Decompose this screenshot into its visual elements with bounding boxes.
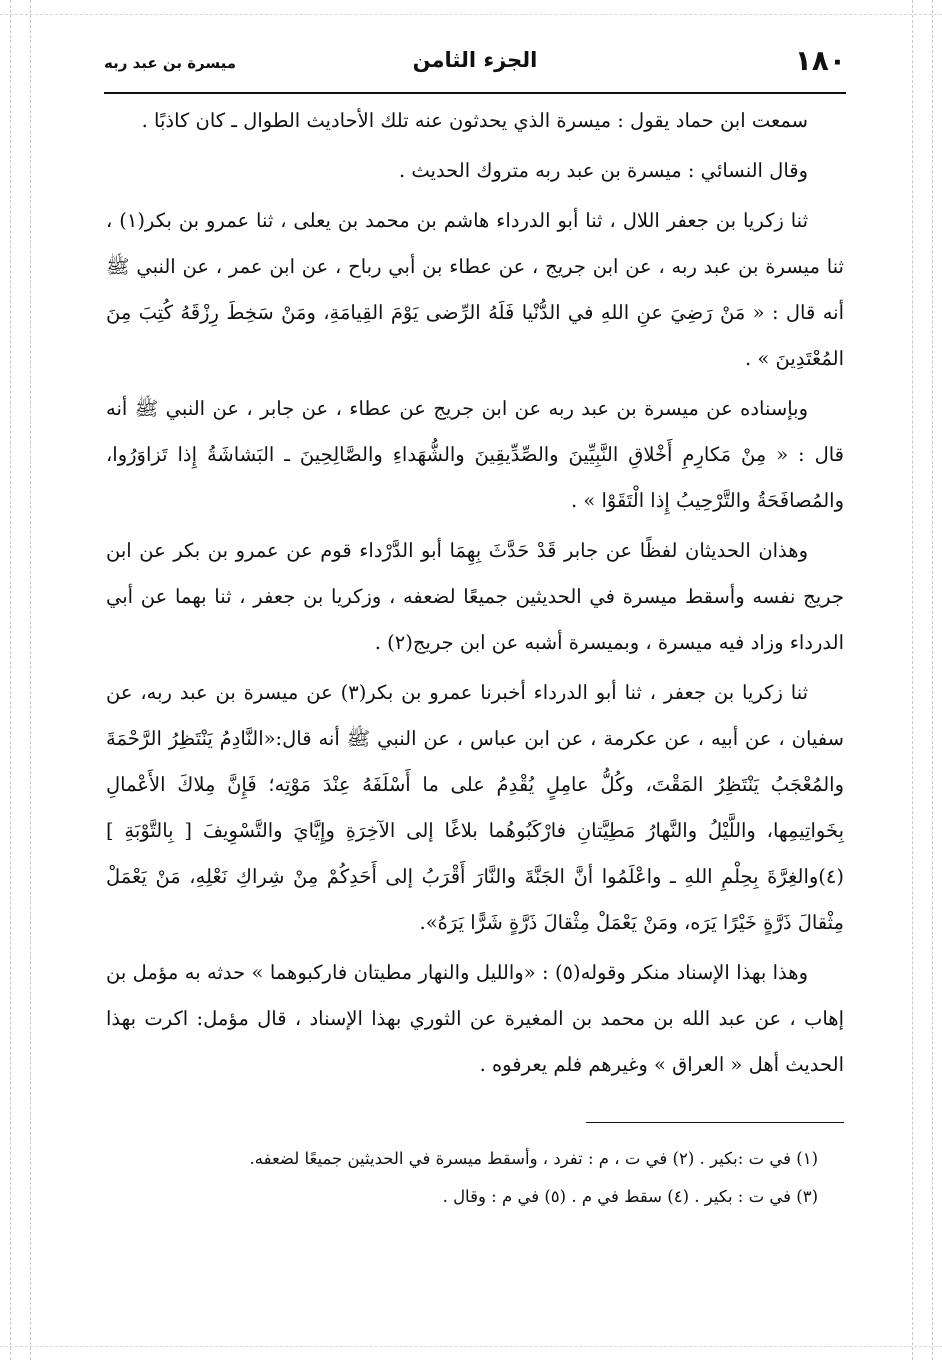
scan-margin-line	[912, 0, 913, 1360]
scan-margin-line	[0, 1346, 942, 1347]
part-title: الجزء الثامن	[412, 48, 538, 72]
page-number: ١٨٠	[794, 44, 846, 77]
page-header	[104, 44, 846, 88]
footnote-rule	[586, 1122, 844, 1123]
paragraph: وبإسناده عن ميسرة بن عبد ربه عن ابن جريج عن عطاء ، عن جابر ، عن النبي ﷺ أنه قال : « مِنْ مَكارِمِ أَخْلاقِ النَّبِيِّينَ والصِّدِّيقِينَ والشُّهَداءِ والصَّالِحِينَ ـ البَشاشَةُ إِذا تَزاوَرُوا، والمُصافَحَةُ والتَّرْحِيبُ إِذا الْتَقَوْا » .	[106, 397, 844, 512]
paragraph: ثنا زكريا بن جعفر اللال ، ثنا أبو الدرداء هاشم بن محمد بن يعلى ، ثنا عمرو بن بكر(١) ، ثنا ميسرة بن عبد ربه ، عن ابن جريج ، عن عطاء بن أبي رباح ، عن ابن عمر ، عن النبي ﷺ أنه قال : « مَنْ رَضِيَ عنِ اللهِ في الدُّنْيا فَلَهُ الرِّضى يَوْمَ القِيامَةِ، ومَنْ سَخِطَ رِزْقَهُ كُتِبَ مِنَ المُعْتَدِينَ » .	[106, 209, 844, 370]
scan-margin-line	[30, 0, 31, 1360]
running-head: ميسرة بن عبد ربه	[104, 54, 237, 72]
scan-margin-line	[932, 0, 933, 1360]
header-rule	[104, 92, 846, 94]
scan-margin-line	[10, 0, 11, 1360]
scan-margin-line	[0, 14, 942, 15]
paragraph: ثنا زكريا بن جعفر ، ثنا أبو الدرداء أخبرنا عمرو بن بكر(٣) عن ميسرة بن عبد ربه، عن سفيان ، عن أبيه ، عن عكرمة ، عن ابن عباس ، عن النبي ﷺ أنه قال:«النَّادِمُ يَنْتَظِرُ الرَّحْمَةَ والمُعْجَبُ يَنْتَظِرُ المَقْتَ، وكُلُّ عامِلٍ يُقْدِمُ على ما أَسْلَفَهُ عِنْدَ مَوْتِه؛ فَإِنَّ مِلاكَ الأَعْمالِ بِخَواتِيمِها، واللَّيْلُ والنَّهارُ مَطِيَّتانِ فارْكَبُوهُما بلاغًا إلى الآخِرَةِ وإِيَّايَ والتَّسْوِيفَ [ بِالتَّوْبَةِ ](٤)والغِرَّةَ بِحِلْمِ اللهِ ـ واعْلَمُوا أنَّ الجَنَّةَ والنَّارَ أَقْرَبُ إلى أَحَدِكُمْ مِنْ شِراكِ نَعْلِهِ، مَنْ يَعْمَلْ مِثْقالَ ذَرَّةٍ خَيْرًا يَرَه، ومَنْ يَعْمَلْ مِثْقالَ ذَرَّةٍ شَرًّا يَرَهُ».	[106, 681, 844, 934]
paragraph: وهذا بهذا الإسناد منكر وقوله(٥) : «والليل والنهار مطيتان فاركبوهما » حدثه به مؤمل بن إهاب ، عن عبد الله بن محمد بن المغيرة عن الثوري بهذا الإسناد ، قال مؤمل: اكرت بهذا الحديث أهل « العراق » وغيرهم فلم يعرفوه .	[106, 961, 845, 1076]
footnote-line: (٣) في ت : بكير . (٤) سقط في م . (٥) في م : وقال .	[442, 1187, 818, 1206]
paragraph: وهذان الحديثان لفظًا عن جابر قَدْ حَدَّثَ بِهِمَا أبو الدَّرْداء قوم عن عمرو بن بكر عن ابن جريج نفسه وأسقط ميسرة في الحديثين جميعًا لضعفه ، وزكريا بن جعفر ، ثنا بهما عن أبي الدرداء وزاد فيه ميسرة ، وبميسرة أشبه عن ابن جريج(٢) .	[106, 539, 844, 654]
paragraph: سمعت ابن حماد يقول : ميسرة الذي يحدثون عنه تلك الأحاديث الطوال ـ كان كاذبًا .	[141, 109, 808, 132]
footnote-line: (١) في ت :بكير . (٢) في ت ، م : تفرد ، وأسقط ميسرة في الحديثين جميعًا لضعفه.	[249, 1149, 818, 1168]
paragraph: وقال النسائي : ميسرة بن عبد ربه متروك الحديث .	[398, 159, 808, 182]
main-text	[106, 98, 844, 1088]
footnotes	[106, 1140, 818, 1216]
